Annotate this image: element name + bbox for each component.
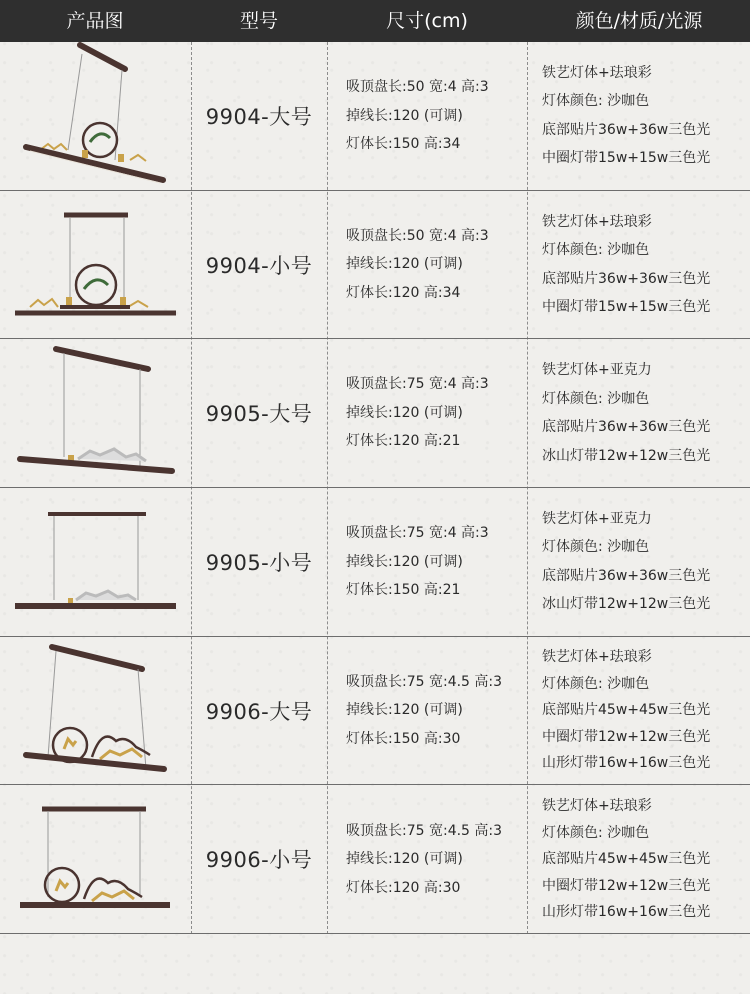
spec-line: 铁艺灯体+亚克力 <box>542 362 652 379</box>
size-line: 掉线长:120 (可调) <box>346 702 463 719</box>
spec-line: 灯体颜色: 沙咖色 <box>542 824 650 841</box>
size-specs <box>346 42 526 190</box>
spec-line: 铁艺灯体+珐琅彩 <box>542 649 652 666</box>
spec-line: 灯体颜色: 沙咖色 <box>542 390 650 407</box>
spec-line: 灯体颜色: 沙咖色 <box>542 675 650 692</box>
spec-line: 底部贴片45w+45w三色光 <box>542 851 711 868</box>
header-model: 型号 <box>239 10 278 32</box>
size-line: 掉线长:120 (可调) <box>346 404 463 421</box>
size-specs <box>346 785 526 933</box>
table-row <box>0 785 750 934</box>
mountain-circle-pendant-lamp-icon <box>0 637 190 785</box>
spec-line: 底部贴片45w+45w三色光 <box>542 702 711 719</box>
table-row <box>0 637 750 786</box>
spec-line: 冰山灯带12w+12w三色光 <box>542 447 711 464</box>
size-specs <box>346 637 526 785</box>
size-line: 灯体长:120 高:21 <box>346 433 461 450</box>
table-header <box>0 0 750 42</box>
size-line: 吸顶盘长:75 宽:4.5 高:3 <box>346 822 503 839</box>
size-line: 吸顶盘长:50 宽:4 高:3 <box>346 79 489 96</box>
table-row <box>0 488 750 637</box>
model-number: 9904-大号 <box>205 104 313 129</box>
material-specs <box>542 42 747 190</box>
table-row <box>0 42 750 191</box>
material-specs <box>542 785 747 933</box>
circle-pine-pendant-lamp-icon <box>0 191 190 339</box>
spec-line: 中圈灯带12w+12w三色光 <box>542 728 711 745</box>
size-line: 掉线长:120 (可调) <box>346 107 463 124</box>
model-number: 9905-小号 <box>205 550 313 575</box>
iceberg-pendant-lamp-icon <box>0 339 190 487</box>
spec-line: 灯体颜色: 沙咖色 <box>542 93 650 110</box>
mountain-circle-pendant-lamp-icon <box>0 785 190 933</box>
material-specs <box>542 191 747 339</box>
size-line: 吸顶盘长:50 宽:4 高:3 <box>346 227 489 244</box>
size-line: 掉线长:120 (可调) <box>346 256 463 273</box>
spec-line: 底部贴片36w+36w三色光 <box>542 419 711 436</box>
model-number: 9906-大号 <box>205 699 313 724</box>
size-specs <box>346 191 526 339</box>
model-number: 9905-大号 <box>205 402 313 427</box>
header-spec: 颜色/材质/光源 <box>575 10 703 32</box>
size-specs <box>346 488 526 636</box>
size-line: 掉线长:120 (可调) <box>346 553 463 570</box>
circle-pine-pendant-lamp-icon <box>0 42 190 190</box>
spec-line: 铁艺灯体+珐琅彩 <box>542 798 652 815</box>
iceberg-pendant-lamp-icon <box>0 488 190 636</box>
size-line: 灯体长:150 高:30 <box>346 730 461 747</box>
product-table <box>0 42 750 934</box>
size-line: 灯体长:120 高:34 <box>346 284 461 301</box>
spec-line: 铁艺灯体+亚克力 <box>542 510 652 527</box>
spec-line: 中圈灯带15w+15w三色光 <box>542 299 711 316</box>
spec-line: 冰山灯带12w+12w三色光 <box>542 596 711 613</box>
size-line: 掉线长:120 (可调) <box>346 851 463 868</box>
spec-line: 底部贴片36w+36w三色光 <box>542 270 711 287</box>
size-specs <box>346 339 526 487</box>
spec-line: 中圈灯带12w+12w三色光 <box>542 877 711 894</box>
spec-line: 山形灯带16w+16w三色光 <box>542 904 711 921</box>
spec-line: 底部贴片36w+36w三色光 <box>542 567 711 584</box>
spec-line: 铁艺灯体+珐琅彩 <box>542 213 652 230</box>
size-line: 灯体长:120 高:30 <box>346 879 461 896</box>
size-line: 吸顶盘长:75 宽:4 高:3 <box>346 376 489 393</box>
table-row <box>0 191 750 340</box>
size-line: 吸顶盘长:75 宽:4.5 高:3 <box>346 673 503 690</box>
header-image: 产品图 <box>66 10 124 32</box>
spec-line: 中圈灯带15w+15w三色光 <box>542 150 711 167</box>
material-specs <box>542 637 747 785</box>
model-number: 9906-小号 <box>205 848 313 873</box>
material-specs <box>542 339 747 487</box>
table-row <box>0 339 750 488</box>
model-number: 9904-小号 <box>205 253 313 278</box>
spec-line: 山形灯带16w+16w三色光 <box>542 755 711 772</box>
size-line: 灯体长:150 高:34 <box>346 136 461 153</box>
spec-line: 铁艺灯体+珐琅彩 <box>542 64 652 81</box>
spec-line: 灯体颜色: 沙咖色 <box>542 242 650 259</box>
material-specs <box>542 488 747 636</box>
size-line: 吸顶盘长:75 宽:4 高:3 <box>346 525 489 542</box>
size-line: 灯体长:150 高:21 <box>346 582 461 599</box>
spec-line: 灯体颜色: 沙咖色 <box>542 539 650 556</box>
header-size: 尺寸(cm) <box>386 10 468 32</box>
spec-line: 底部贴片36w+36w三色光 <box>542 121 711 138</box>
